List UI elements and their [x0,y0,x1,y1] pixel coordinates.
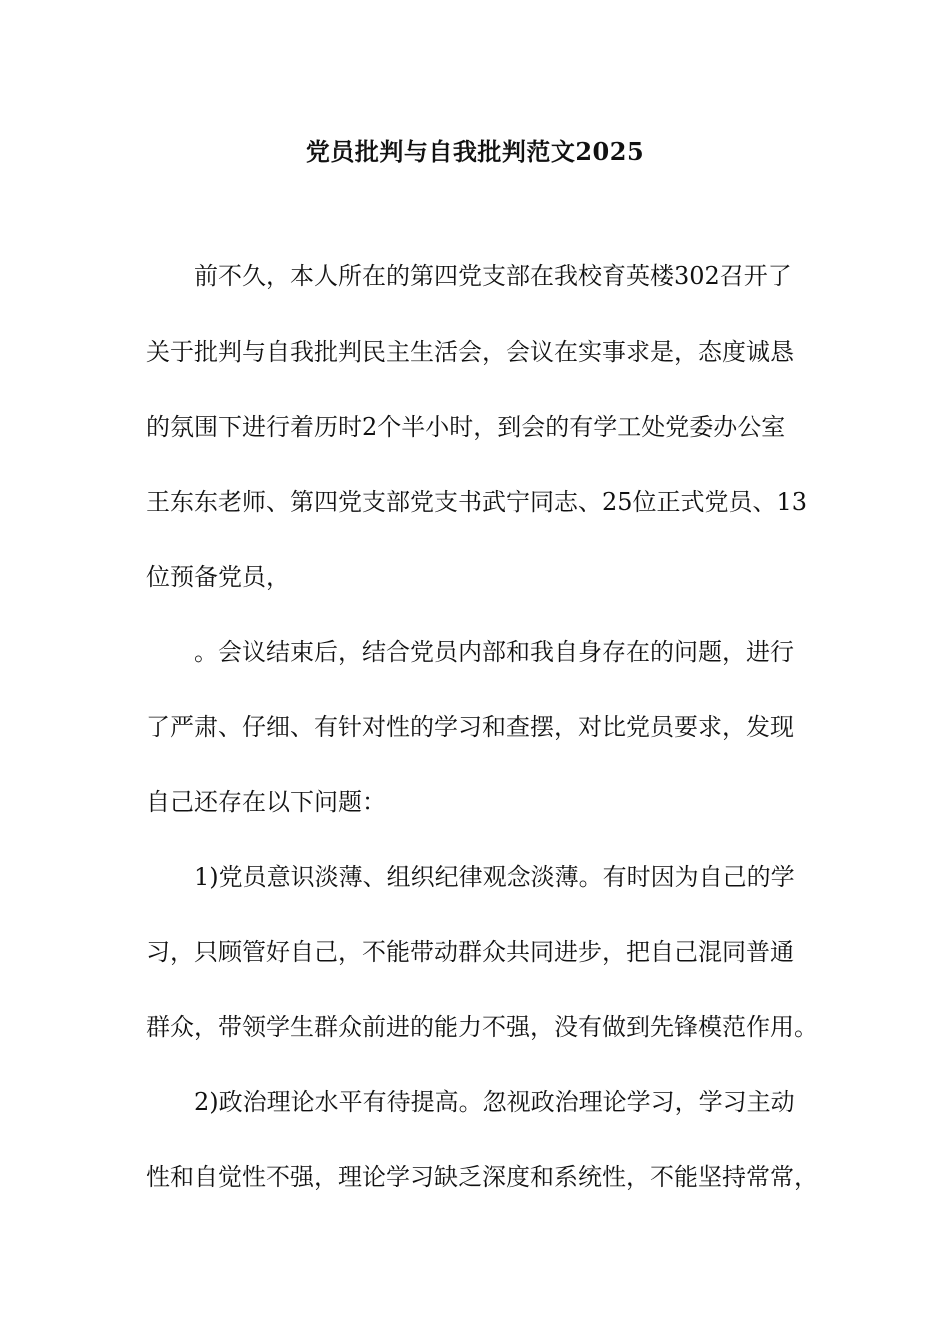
paragraph-line: 的氛围下进行着历时2个半小时，到会的有学工处党委办公室 [146,413,786,441]
paragraph-line: 了严肃、仔细、有针对性的学习和查摆，对比党员要求，发现 [146,713,794,741]
paragraph-line: 群众，带领学生群众前进的能力不强，没有做到先锋模范作用。 [146,1013,818,1041]
document-title: 党员批判与自我批判范文2025 [305,137,645,166]
paragraph-line: 习，只顾管好自己，不能带动群众共同进步，把自己混同普通 [146,938,794,966]
paragraph-line: 位预备党员， [146,563,290,591]
paragraph-line: 王东东老师、第四党支部党支书武宁同志、25位正式党员、13 [146,488,808,516]
paragraph-line: 1)党员意识淡薄、组织纪律观念淡薄。有时因为自己的学 [194,863,795,891]
paragraph-line: 2)政治理论水平有待提高。忽视政治理论学习，学习主动 [194,1088,795,1116]
paragraph-line: 前不久，本人所在的第四党支部在我校育英楼302召开了 [194,262,792,290]
paragraph-line: 性和自觉性不强，理论学习缺乏深度和系统性，不能坚持常常， [146,1163,818,1191]
paragraph-line: 自己还存在以下问题： [146,788,386,816]
paragraph-line: 关于批判与自我批判民主生活会，会议在实事求是，态度诚恳 [146,338,794,366]
paragraph-line: 。会议结束后，结合党员内部和我自身存在的问题，进行 [194,638,794,666]
